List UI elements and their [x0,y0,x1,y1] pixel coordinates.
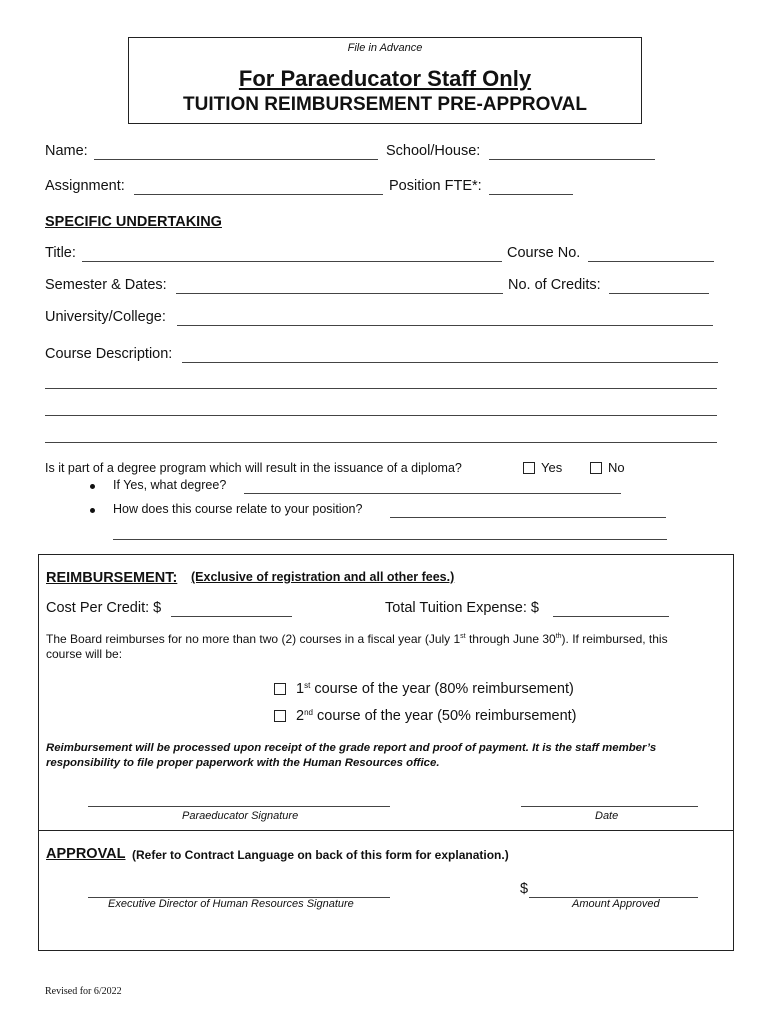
fte-label: Position FTE*: [389,178,482,194]
paraeducator-signature-field[interactable] [88,806,390,807]
university-label: University/College: [45,309,166,325]
semester-label: Semester & Dates: [45,277,167,293]
revision-note: Revised for 6/2022 [45,986,122,997]
signature-date-field[interactable] [521,806,698,807]
bullet-icon [90,484,95,489]
course-no-label: Course No. [507,245,581,261]
degree-question: Is it part of a degree program which will result in the issuance of a diploma? [45,461,462,475]
no-checkbox[interactable] [590,460,602,478]
amount-approved-label: Amount Approved [572,898,660,910]
course-description-label: Course Description: [45,346,173,362]
second-course-checkbox[interactable] [274,708,286,726]
cost-per-credit-label: Cost Per Credit: $ [46,600,162,616]
degree-field[interactable] [244,493,621,494]
bullet-icon [90,508,95,513]
fte-field[interactable] [489,194,573,195]
board-policy-text: The Board reimburses for no more than two (2) courses in a fiscal year (July 1st through June 30th). If reimbursed, this [46,632,668,646]
course-description-line[interactable] [45,442,717,443]
no-label: No [608,460,625,475]
assignment-field[interactable] [134,194,383,195]
first-course-checkbox[interactable] [274,681,286,699]
reimbursement-note: (Exclusive of registration and all other fees.) [191,570,455,584]
relation-field-line[interactable] [113,539,667,540]
approval-note: (Refer to Contract Language on back of this form for explanation.) [132,848,509,862]
name-field[interactable] [94,159,378,160]
specific-undertaking-heading: SPECIFIC UNDERTAKING [45,214,222,230]
form-subtitle: TUITION REIMBURSEMENT PRE-APPROVAL [183,94,587,115]
course-description-field[interactable] [182,362,718,363]
form-header [128,37,642,124]
first-course-label: 1st course of the year (80% reimbursement) [296,681,574,697]
relation-bullet-label: How does this course relate to your position? [113,502,363,516]
total-tuition-label: Total Tuition Expense: $ [385,600,539,616]
reimbursement-heading: REIMBURSEMENT: [46,570,178,586]
course-description-line[interactable] [45,415,717,416]
yes-checkbox[interactable] [523,460,535,478]
school-label: School/House: [386,143,481,159]
cost-per-credit-field[interactable] [171,616,292,617]
executive-signature-label: Executive Director of Human Resources Signature [108,898,354,910]
processing-notice: Reimbursement will be processed upon receipt of the grade report and proof of payment. It is the staff member’s [46,742,657,754]
date-label: Date [595,810,619,822]
paraeducator-signature-label: Paraeducator Signature [182,810,299,822]
approval-heading: APPROVAL [46,846,126,862]
semester-field[interactable] [176,293,503,294]
university-field[interactable] [177,325,713,326]
school-field[interactable] [489,159,655,160]
amount-dollar-sign: $ [520,881,529,897]
course-description-line[interactable] [45,388,717,389]
board-policy-text-line2: course will be: [46,647,123,661]
credits-field[interactable] [609,293,709,294]
title-field[interactable] [82,261,502,262]
name-label: Name: [45,143,88,159]
form-title: For Paraeducator Staff Only [238,66,532,91]
assignment-label: Assignment: [45,178,125,194]
relation-field[interactable] [390,517,666,518]
second-course-label: 2nd course of the year (50% reimbursement) [296,708,577,724]
processing-notice-line2: responsibility to file proper paperwork with the Human Resources office. [46,757,440,769]
yes-label: Yes [541,460,563,475]
file-in-advance-note: File in Advance [347,42,423,54]
total-tuition-field[interactable] [553,616,669,617]
degree-bullet-label: If Yes, what degree? [113,478,227,492]
credits-label: No. of Credits: [508,277,601,293]
course-no-field[interactable] [588,261,714,262]
approval-divider [38,830,734,831]
title-label: Title: [45,245,76,261]
